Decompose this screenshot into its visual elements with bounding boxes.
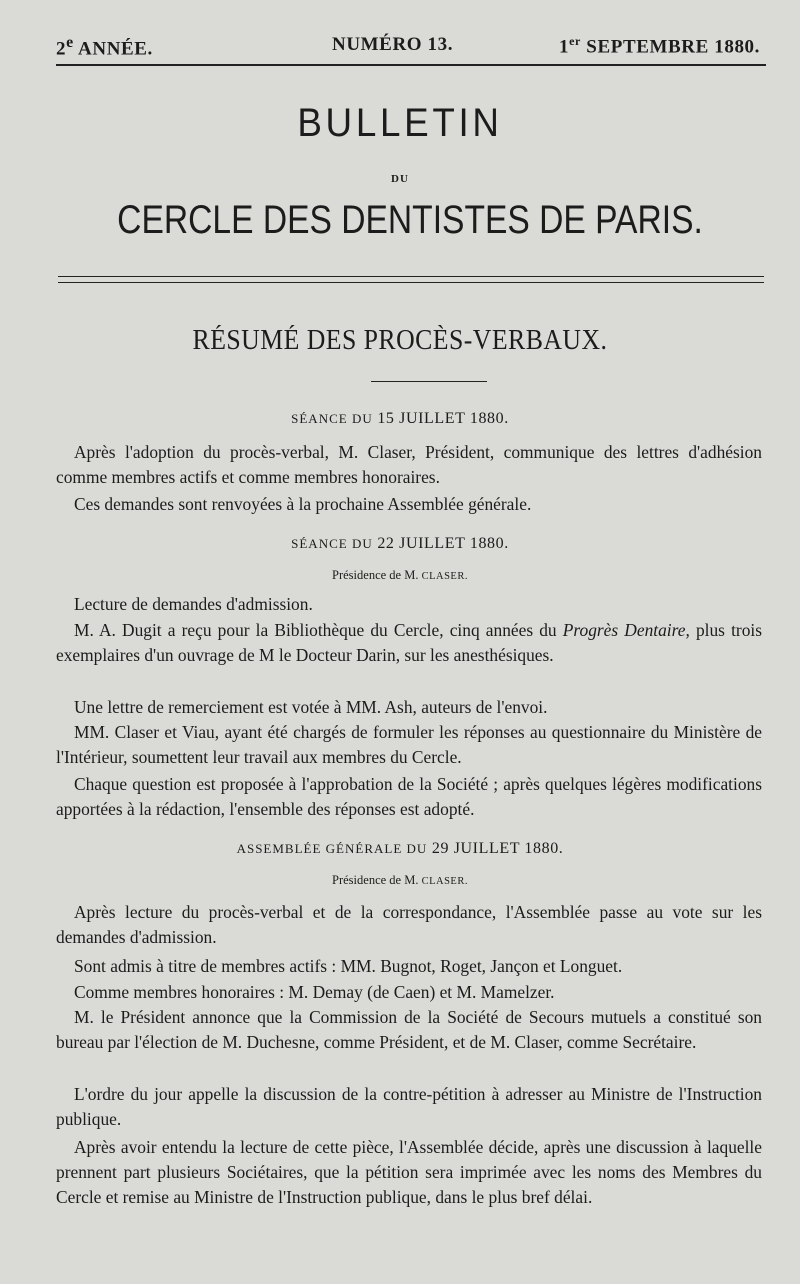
- title-cercle: CERCLE DES DENTISTES DE PARIS.: [117, 198, 703, 242]
- seance-1-paragraph-1: Après l'adoption du procès-verbal, M. Claser, Président, communique des lettres d'adhésion comme membres actifs et comme membres honoraires.: [56, 442, 762, 488]
- assemblee-paragraph-5: L'ordre du jour appelle la discussion de la contre-pétition à adresser au Ministre de l'Instruction publique.: [56, 1084, 762, 1130]
- page-header: [56, 34, 764, 58]
- header-rule: [56, 64, 766, 66]
- assemblee-presidence: Présidence de M. CLASER.: [332, 873, 468, 887]
- seance-2-paragraph-1: Lecture de demandes d'admission.: [74, 594, 313, 614]
- seance-2-paragraph-2: M. A. Dugit a reçu pour la Bibliothèque du Cercle, cinq années du Progrès Dentaire, plus trois exemplaires d'un ouvrage de M le Docteur Darin, sur les anesthésiques.: [56, 620, 762, 666]
- assemblee-paragraph-2: Sont admis à titre de membres actifs : MM. Bugnot, Roget, Jançon et Longuet.: [74, 956, 623, 976]
- header-numero: NUMÉRO 13.: [332, 34, 454, 55]
- assemblee-paragraph-1: Après lecture du procès-verbal et de la correspondance, l'Assemblée passe au vote sur les demandes d'admission.: [56, 902, 762, 948]
- seance-2-paragraph-5: Chaque question est proposée à l'approbation de la Société ; après quelques légères modifications apportées à la rédaction, l'ensemble des réponses est adopté.: [56, 774, 762, 820]
- assemblee-paragraph-6: Après avoir entendu la lecture de cette pièce, l'Assemblée décide, après une discussion à laquelle prennent part plusieurs Sociétaires, que la pétition sera imprimée avec les noms des Membres du Cercle et remise au Ministre de l'Instruction publique, dans le plus bref délai.: [56, 1137, 762, 1208]
- assemblee-heading: ASSEMBLÉE GÉNÉRALE DU 29 JUILLET 1880.: [236, 840, 564, 857]
- title-double-rule: [58, 276, 764, 283]
- title-du: DU: [391, 173, 409, 185]
- seance-2-presidence: Présidence de M. CLASER.: [332, 568, 468, 582]
- seance-2-paragraph-3: Une lettre de remerciement est votée à MM. Ash, auteurs de l'envoi.: [74, 697, 548, 717]
- header-annee: 2e ANNÉE.: [56, 34, 153, 60]
- header-date: 1er SEPTEMBRE 1880.: [558, 34, 760, 58]
- section-rule: [371, 381, 487, 382]
- seance-1-paragraph-2: Ces demandes sont renvoyées à la prochaine Assemblée générale.: [74, 494, 532, 514]
- title-bulletin: BULLETIN: [297, 101, 503, 145]
- seance-2-heading: SÉANCE DU 22 JUILLET 1880.: [291, 535, 509, 552]
- section-title: RÉSUMÉ DES PROCÈS-VERBAUX.: [192, 325, 608, 356]
- assemblee-paragraph-3: Comme membres honoraires : M. Demay (de Caen) et M. Mamelzer.: [74, 982, 555, 1002]
- seance-2-paragraph-4: MM. Claser et Viau, ayant été chargés de formuler les réponses au questionnaire du Ministère de l'Intérieur, soumettent leur travail aux membres du Cercle.: [56, 722, 762, 768]
- seance-1-heading: SÉANCE DU 15 JUILLET 1880.: [291, 410, 509, 427]
- assemblee-paragraph-4: M. le Président annonce que la Commission de la Société de Secours mutuels a constitué son bureau par l'élection de M. Duchesne, comme Président, et de M. Claser, comme Secrétaire.: [56, 1007, 762, 1053]
